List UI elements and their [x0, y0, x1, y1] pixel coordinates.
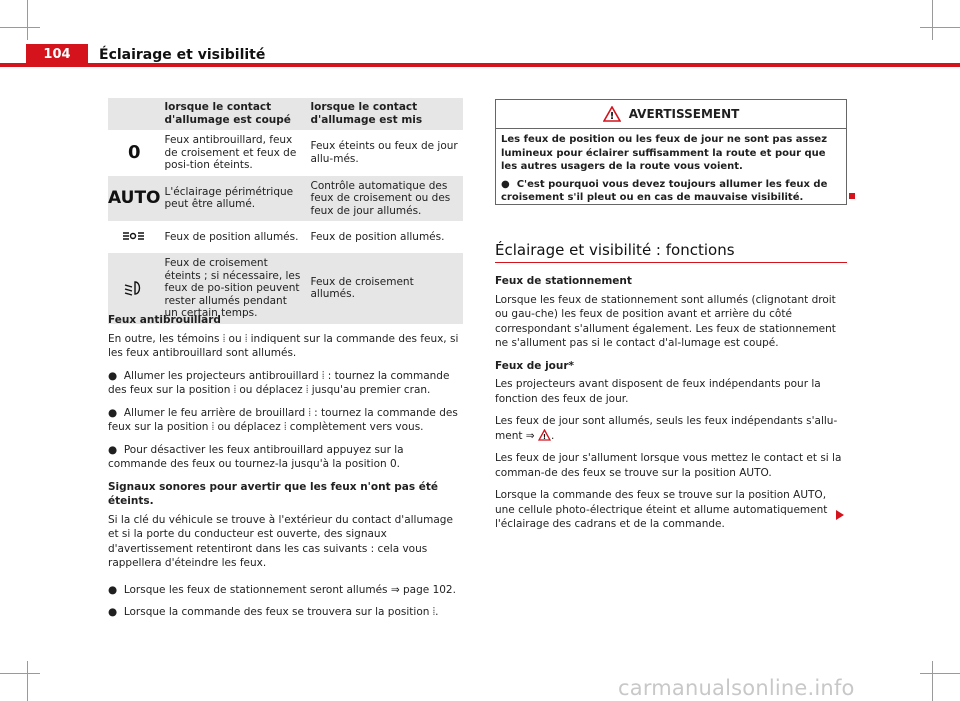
- watermark: carmanualsonline.info: [618, 676, 855, 700]
- crop-mark: [920, 27, 960, 28]
- table-header-cell: lorsque le contact d'allumage est mis: [307, 98, 464, 130]
- warning-bullet: ● C'est pourquoi vous devez toujours allumer les feux de croisement s'il pleut ou en cas de mauvaise visibilité.: [501, 178, 828, 203]
- table-cell: Feux éteints ou feux de jour allu-més.: [310, 140, 458, 165]
- fog-bullet-text: Pour désactiver les feux antibrouillard appuyez sur la commande des feux ou tournez-la jusqu'à la position 0.: [108, 443, 404, 470]
- table-row: [108, 130, 463, 176]
- crop-mark: [27, 661, 28, 701]
- page-title: Éclairage et visibilité: [99, 47, 266, 63]
- crop-mark: [920, 673, 960, 674]
- fog-bullet-text: Allumer le feu arrière de brouillard ⦙ : tournez la commande des feux sur la position ⦙ ou déplacez ⦙ complètement vers vous.: [108, 406, 458, 433]
- table-cell: Feux de croisement allumés.: [307, 253, 464, 324]
- switch-position-0-icon: 0: [127, 141, 141, 163]
- switch-position-auto-icon: AUTO: [108, 176, 161, 222]
- table-cell: Feux de position allumés.: [310, 230, 445, 243]
- table-cell: Feux de position allumés.: [164, 230, 299, 243]
- right-column: [495, 274, 847, 540]
- warning-bullet-text: C'est pourquoi vous devez toujours allumer les feux de croisement s'il pleut ou en cas de mauvaise visibilité.: [501, 178, 828, 203]
- header-rule: [0, 63, 960, 67]
- warning-header: [496, 100, 846, 129]
- end-of-section-marker: [849, 193, 855, 199]
- warning-title: AVERTISSEMENT: [628, 107, 740, 121]
- sound-bullet: ● Lorsque la commande des feux se trouvera sur la position ⦙.: [108, 606, 439, 618]
- crop-mark: [27, 0, 28, 40]
- daytime-lights-text: Les feux de jour s'allument lorsque vous mettez le contact et si la comman-de des feux se trouve sur la position AUTO.: [495, 452, 842, 479]
- svg-text:!: !: [609, 111, 614, 122]
- table-header-cell: lorsque le contact d'allumage est coupé: [161, 98, 307, 130]
- table-header-row: [108, 98, 463, 130]
- warning-body: [496, 129, 846, 213]
- table-cell: Feux de croisement éteints ; si nécessaire, les feux de po-sition peuvent rester allumés pendant un certain temps.: [161, 253, 307, 324]
- position-lights-icon: [108, 221, 161, 253]
- sound-bullet: ● Lorsque les feux de stationnement seront allumés ⇒ page 102.: [108, 583, 456, 596]
- crop-mark: [932, 661, 933, 701]
- warning-box: [495, 99, 847, 205]
- left-column: [108, 313, 464, 628]
- table-cell: L'éclairage périmétrique peut être allumé.: [161, 176, 307, 222]
- warning-triangle-icon: [603, 106, 621, 122]
- svg-text:!: !: [542, 432, 547, 441]
- daytime-lights-text: Les projecteurs avant disposent de feux indépendants pour la fonction des feux de jour.: [495, 378, 821, 405]
- sound-bullet-text: Lorsque la commande des feux se trouvera sur la position ⦙.: [123, 606, 439, 618]
- daytime-lights-ref-text: Les feux de jour sont allumés, seuls les feux indépendants s'allu-ment ⇒: [495, 415, 838, 442]
- light-switch-table: [108, 98, 463, 324]
- daytime-lights-text: Lorsque la commande des feux se trouve sur la position AUTO, une cellule photo-électrique éteint et allume automatiquement l'éclairage des cadrans et de la commande.: [495, 489, 828, 530]
- table-cell: Contrôle automatique des feux de croisement ou des feux de jour allumés.: [307, 176, 464, 222]
- table-cell: Feux antibrouillard, feux de croisement et feux de posi-tion éteints.: [164, 134, 297, 171]
- sound-bullet-text: Lorsque les feux de stationnement seront allumés ⇒ page 102.: [123, 583, 456, 596]
- table-row: [108, 176, 463, 222]
- daytime-lights-heading: Feux de jour*: [495, 359, 575, 372]
- fog-lights-heading: Feux antibrouillard: [108, 314, 221, 326]
- daytime-lights-text: Les feux de jour sont allumés, seuls les feux indépendants s'allu-ment ⇒ ! .: [495, 415, 838, 442]
- warning-ref-icon[interactable]: [538, 429, 551, 441]
- fog-bullet-text: Allumer les projecteurs antibrouillard ⦙ : tournez la commande des feux sur la position ⦙ ou déplacez ⦙ jusqu'au premier cran.: [108, 369, 450, 396]
- crop-mark: [932, 0, 933, 40]
- fog-lights-intro: En outre, les témoins ⦙ ou ⦙ indiquent sur la commande des feux, si les feux antibrouillard sont allumés.: [108, 332, 459, 359]
- page-number: 104: [26, 44, 88, 67]
- continue-arrow-icon: [836, 510, 844, 520]
- parking-lights-heading: Feux de stationnement: [495, 275, 632, 287]
- warning-text: Les feux de position ou les feux de jour ne sont pas assez lumineux pour éclairer suffisamment la route et pour que les autres usagers de la route vous voient.: [501, 134, 828, 172]
- fog-bullet: ● Pour désactiver les feux antibrouillard appuyez sur la commande des feux ou tournez-la jusqu'à la position 0.: [108, 443, 404, 470]
- crop-mark: [0, 673, 40, 674]
- crop-mark: [0, 27, 40, 28]
- sound-warning-text: Si la clé du véhicule se trouve à l'extérieur du contact d'allumage et si la porte du conducteur est ouverte, des signaux d'avertissement retentiront dans les cas suivants : cela vous rappellera d'éteindre les feux.: [108, 513, 453, 569]
- sound-warning-heading: Signaux sonores pour avertir que les feux n'ont pas été éteints.: [108, 480, 439, 507]
- fog-bullet: ● Allumer le feu arrière de brouillard ⦙ : tournez la commande des feux sur la position ⦙ ou déplacez ⦙ complètement vers vous.: [108, 406, 458, 433]
- parking-lights-text: Lorsque les feux de stationnement sont allumés (clignotant droit ou gau-che) les feux de position avant et arrière du côté correspondant s'allument également. Les feux de stationnement ne s'allument pas si le contact d'al-lumage est coupé.: [495, 293, 836, 349]
- fog-bullet: ● Allumer les projecteurs antibrouillard ⦙ : tournez la commande des feux sur la position ⦙ ou déplacez ⦙ jusqu'au premier cran.: [108, 369, 450, 396]
- section-rule: [495, 262, 847, 263]
- table-header-cell: [108, 98, 161, 130]
- table-row: [108, 221, 463, 253]
- section-title: Éclairage et visibilité : fonctions: [495, 241, 735, 259]
